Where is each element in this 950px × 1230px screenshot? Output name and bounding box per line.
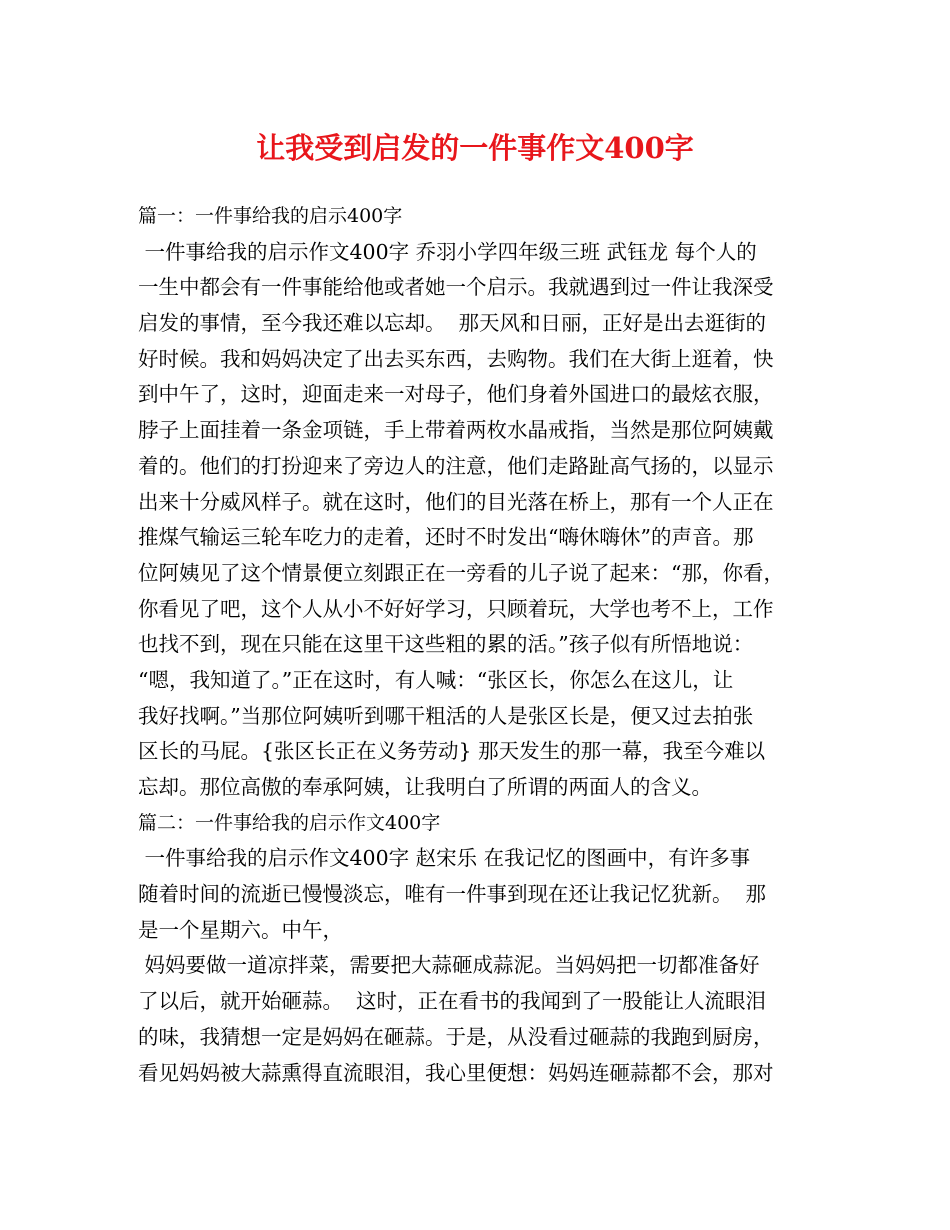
text-line: 好时候。我和妈妈决定了出去买东西，去购物。我们在大街上逛着，快 bbox=[138, 346, 774, 371]
text-line: 一生中都会有一件事能给他或者她一个启示。我就遇到过一件让我深受 bbox=[138, 275, 774, 300]
text-line: “嗯，我知道了。”正在这时，有人喊：“张区长，你怎么在这儿，让 bbox=[138, 667, 734, 692]
text-line: 看见妈妈被大蒜熏得直流眼泪，我心里便想：妈妈连砸蒜都不会，那对 bbox=[138, 1060, 774, 1085]
section-heading: 篇一：一件事给我的启示400字 bbox=[138, 205, 403, 227]
text-line: 忘却。那位高傲的奉承阿姨，让我明白了所谓的两面人的含义。 bbox=[138, 775, 712, 799]
text-line: 着的。他们的打扮迎来了旁边人的注意，他们走路趾高气扬的，以显示 bbox=[138, 453, 774, 478]
text-line: 脖子上面挂着一条金项链，手上带着两枚水晶戒指，当然是那位阿姨戴 bbox=[138, 418, 774, 443]
section-heading: 篇二：一件事给我的启示作文400字 bbox=[138, 811, 441, 834]
text-line: 到中午了，这时，迎面走来一对母子，他们身着外国进口的最炫衣服， bbox=[138, 382, 774, 407]
document-title: 让我受到启发的一件事作文400字 bbox=[256, 131, 694, 165]
text-line: 的味，我猜想一定是妈妈在砸蒜。于是，从没看过砸蒜的我跑到厨房， bbox=[138, 1024, 774, 1049]
text-line: 推煤气输运三轮车吃力的走着，还时不时发出“嗨休嗨休”的声音。那 bbox=[138, 525, 754, 550]
text-line: 妈妈要做一道凉拌菜，需要把大蒜砸成蒜泥。当妈妈把一切都准备好 bbox=[138, 953, 760, 978]
text-line: 随着时间的流逝已慢慢淡忘，唯有一件事到现在还让我记忆犹新。 那 bbox=[138, 882, 767, 907]
text-line: 一件事给我的启示作文400字 赵宋乐 在我记忆的图画中，有许多事 bbox=[138, 846, 751, 871]
document-body bbox=[138, 199, 818, 1091]
text-line: 启发的事情，至今我还难以忘却。 那天风和日丽，正好是出去逛街的 bbox=[138, 311, 767, 336]
text-line: 一件事给我的启示作文400字 乔羽小学四年级三班 武钰龙 每个人的 bbox=[138, 239, 757, 264]
text-line: 我好找啊。”当那位阿姨听到哪干粗活的人是张区长是，便又过去拍张 bbox=[138, 703, 754, 728]
text-line: 是一个星期六。中午， bbox=[138, 917, 343, 942]
text-line: 了以后，就开始砸蒜。 这时，正在看书的我闻到了一股能让人流眼泪 bbox=[138, 989, 767, 1014]
text-line: 位阿姨见了这个情景便立刻跟正在一旁看的儿子说了起来：“那，你看， bbox=[138, 560, 784, 585]
text-line: 出来十分威风样子。就在这时，他们的目光落在桥上，那有一个人正在 bbox=[138, 489, 774, 514]
text-line: 你看见了吧，这个人从小不好好学习，只顾着玩，大学也考不上，工作 bbox=[138, 596, 774, 621]
text-line: 区长的马屁。{张区长正在义务劳动} 那天发生的那一幕，我至今难以 bbox=[138, 739, 766, 764]
text-line: 也找不到，现在只能在这里干这些粗的累的活。”孩子似有所悟地说： bbox=[138, 632, 754, 657]
